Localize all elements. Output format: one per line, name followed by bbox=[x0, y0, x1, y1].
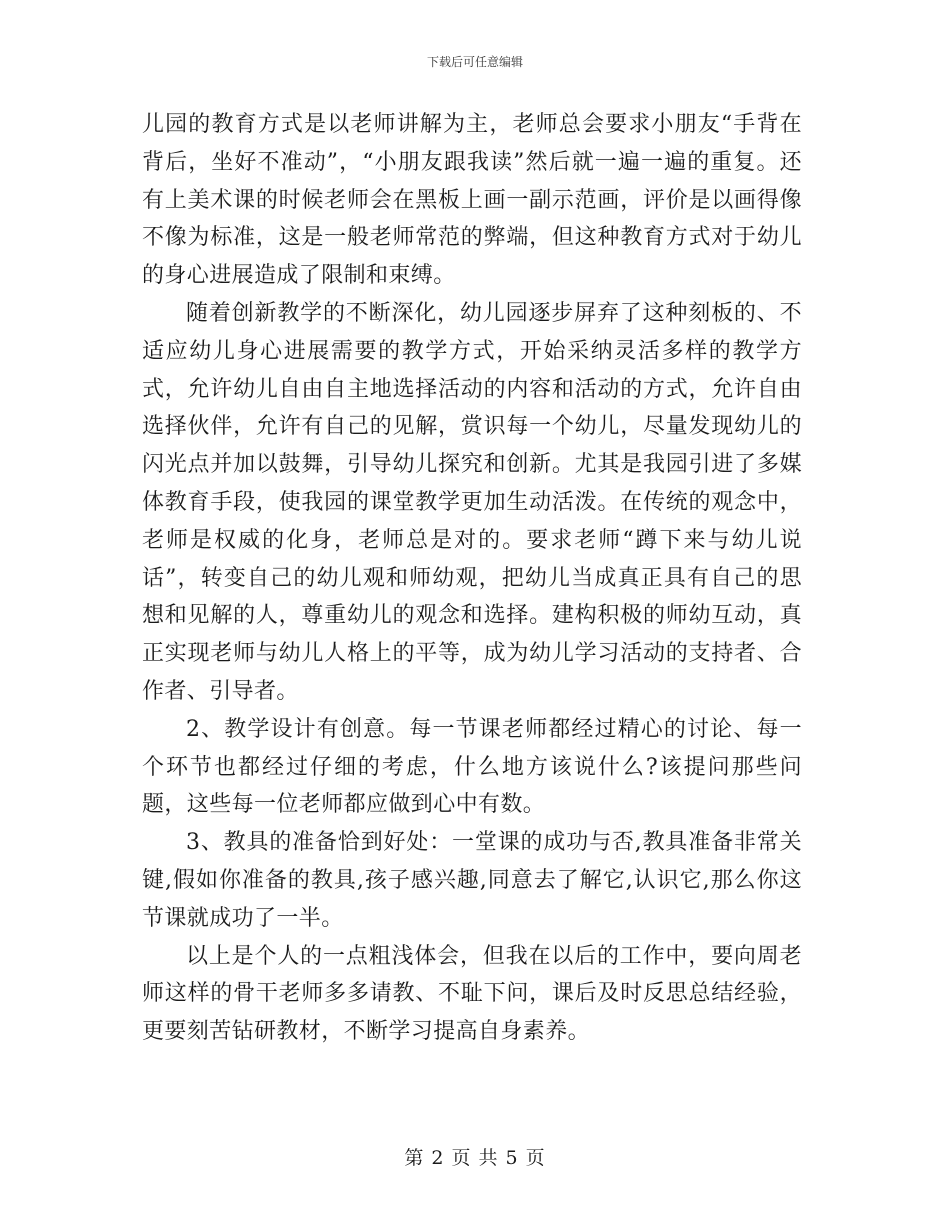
paragraph-teaching-design: 2、教学设计有创意。每一节课老师都经过精心的讨论、每一个环节也都经过仔细的考虑，什么地方该说什么?该提问那些问题，这些每一位老师都应做到心中有数。 bbox=[142, 716, 802, 818]
paragraph-continued: 儿园的教育方式是以老师讲解为主，老师总会要求小朋友“手背在背后，坐好不准动”，“小朋友跟我读”然后就一遍一遍的重复。还有上美术课的时候老师会在黑板上画一副示范画，评价是以画得像不像为标准，这是一般老师常范的弊端，但这种教育方式对于幼儿的身心进展造成了限制和束缚。 bbox=[142, 112, 802, 289]
page-number: 第 2 页 共 5 页 bbox=[404, 1147, 546, 1169]
paragraph-conclusion: 以上是个人的一点粗浅体会，但我在以后的工作中，要向周老师这样的骨干老师多多请教、不耻下问，课后及时反思总结经验，更要刻苦钻研教材，不断学习提高自身素养。 bbox=[142, 943, 802, 1045]
page-header: 下载后可任意编辑 bbox=[426, 55, 523, 69]
paragraph-innovation: 随着创新教学的不断深化，幼儿园逐步屏弃了这种刻板的、不适应幼儿身心进展需要的教学方式，开始采纳灵活多样的教学方式，允许幼儿自由自主地选择活动的内容和活动的方式，允许自由选择伙伴，允许有自己的见解，赏识每一个幼儿，尽量发现幼儿的闪光点并加以鼓舞，引导幼儿探究和创新。尤其是我园引进了多媒体教育手段，使我园的课堂教学更加生动活泼。在传统的观念中，老师是权威的化身，老师总是对的。要求老师“蹲下来与幼儿说话”，转变自己的幼儿观和师幼观，把幼儿当成真正具有自己的思想和见解的人，尊重幼儿的观念和选择。建构积极的师幼互动，真正实现老师与幼儿人格上的平等，成为幼儿学习活动的支持者、合作者、引导者。 bbox=[142, 300, 802, 704]
document-body bbox=[142, 106, 802, 1051]
paragraph-teaching-aids: 3、教具的准备恰到好处：一堂课的成功与否,教具准备非常关键,假如你准备的教具,孩子感兴趣,同意去了解它,认识它,那么你这节课就成功了一半。 bbox=[142, 830, 802, 931]
